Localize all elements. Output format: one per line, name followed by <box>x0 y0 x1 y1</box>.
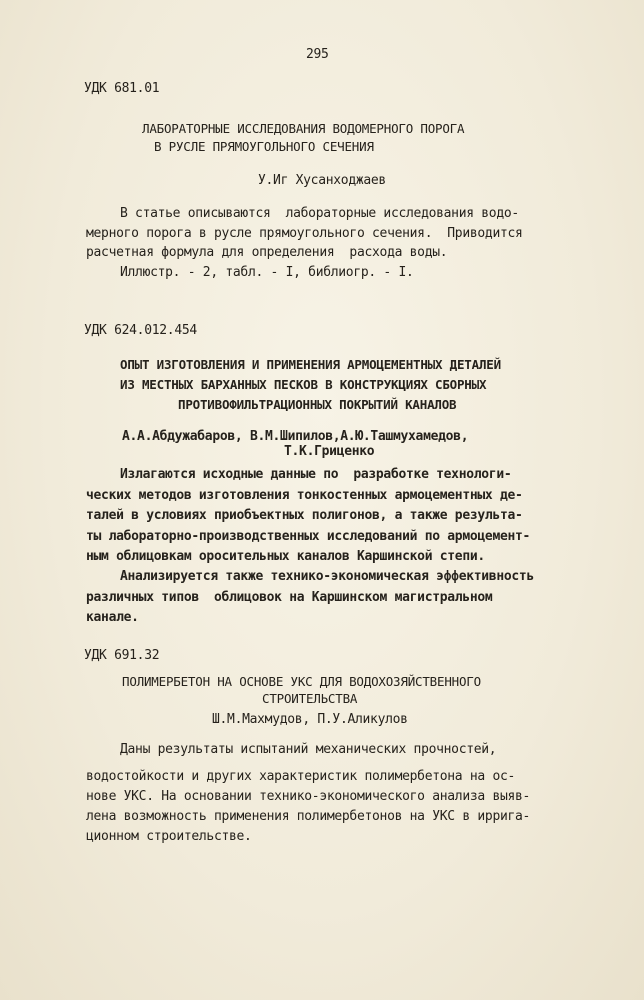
article-abstract-line: водостойкости и других характеристик полимербетона на ос- <box>86 769 516 784</box>
article-authors: Ш.М.Махмудов, П.У.Аликулов <box>212 712 408 727</box>
article-title: В РУСЛЕ ПРЯМОУГОЛЬНОГО СЕЧЕНИЯ <box>154 139 374 154</box>
article-authors: Т.К.Гриценко <box>284 444 375 459</box>
article-title: ЛАБОРАТОРНЫЕ ИССЛЕДОВАНИЯ ВОДОМЕРНОГО ПОРОГА <box>142 121 465 136</box>
udk-code: УДК 624.012.454 <box>84 323 197 338</box>
article-abstract-line: ты лабораторно-производственных исследований по армоцемент- <box>86 529 531 544</box>
article-abstract-line: Излагаются исходные данные по разработке технологи- <box>120 467 512 482</box>
article-abstract-line: канале. <box>86 610 139 625</box>
article-abstract-line: нове УКС. На основании технико-экономического анализа выяв- <box>86 789 531 804</box>
article-title: СТРОИТЕЛЬСТВА <box>262 691 358 706</box>
udk-code: УДК 681.01 <box>84 81 160 96</box>
article-abstract-line: ным облицовкам оросительных каналов Каршинской степи. <box>86 549 485 564</box>
article-abstract-line: расчетная формула для определения расхода воды. <box>86 245 448 260</box>
article-abstract-line: мерного порога в русле прямоугольного сечения. Приводится <box>86 226 523 241</box>
article-abstract-line: ческих методов изготовления тонкостенных армоцементных де- <box>86 488 523 503</box>
article-abstract-line: талей в условиях приобъектных полигонов, а также результа- <box>86 508 523 523</box>
article-abstract-line: В статье описываются лабораторные исследования водо- <box>120 206 519 221</box>
article-abstract-line: Анализируется также технико-экономическая эффективность <box>120 569 534 584</box>
article-abstract-line: Даны результаты испытаний механических прочностей, <box>120 742 497 757</box>
article-abstract-line: Иллюстр. - 2, табл. - I, библиогр. - I. <box>120 265 414 280</box>
article-abstract-line: ционном строительстве. <box>86 829 252 844</box>
article-authors: А.А.Абдужабаров, В.М.Шипилов,А.Ю.Ташмухамедов, <box>122 429 469 444</box>
article-authors: У.Иг Хусанходжаев <box>258 173 386 188</box>
article-abstract-line: различных типов облицовок на Каршинском магистральном <box>86 590 493 605</box>
udk-code: УДК 691.32 <box>84 648 160 663</box>
article-title: ОПЫТ ИЗГОТОВЛЕНИЯ И ПРИМЕНЕНИЯ АРМОЦЕМЕНТНЫХ ДЕТАЛЕЙ <box>120 357 501 372</box>
article-title: ИЗ МЕСТНЫХ БАРХАННЫХ ПЕСКОВ В КОНСТРУКЦИЯХ СБОРНЫХ <box>120 377 487 392</box>
page-number: 295 <box>306 47 329 62</box>
article-title: ПРОТИВОФИЛЬТРАЦИОННЫХ ПОКРЫТИЙ КАНАЛОВ <box>178 397 457 412</box>
article-abstract-line: лена возможность применения полимербетонов на УКС в иррига- <box>86 809 531 824</box>
article-title: ПОЛИМЕРБЕТОН НА ОСНОВЕ УКС ДЛЯ ВОДОХОЗЯЙСТВЕННОГО <box>122 674 481 689</box>
